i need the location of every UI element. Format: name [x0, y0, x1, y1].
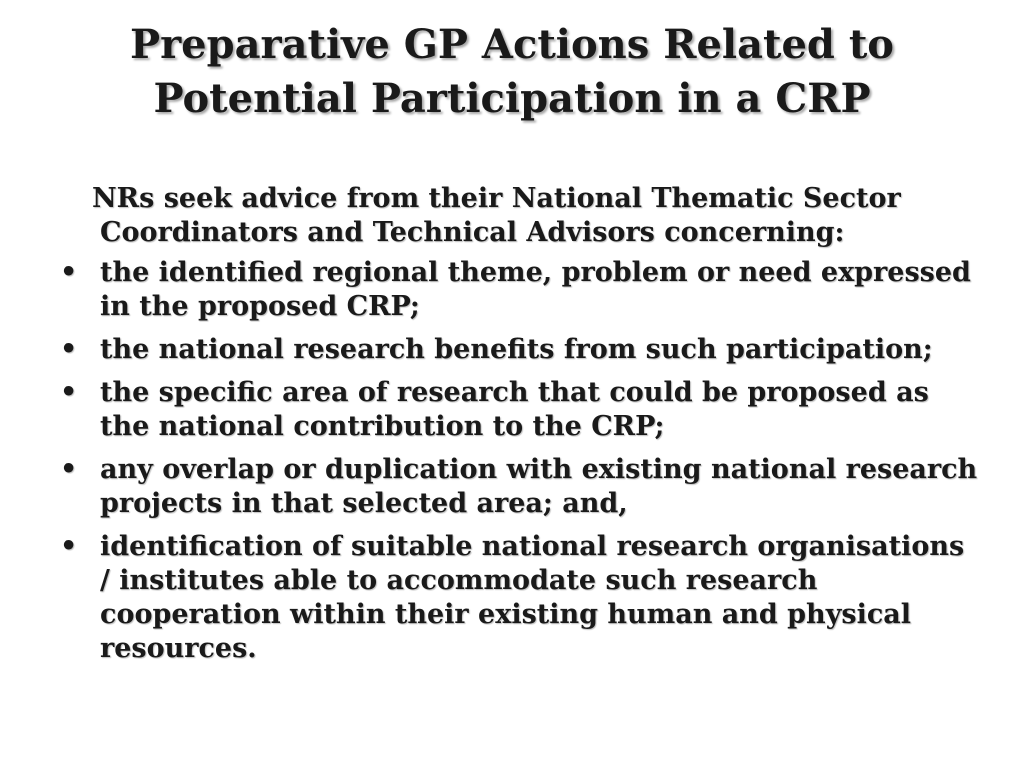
- bullet-icon: •: [60, 531, 78, 562]
- list-item: [58, 453, 978, 521]
- slide-title-line-1: Preparative GP Actions Related to: [130, 21, 894, 68]
- intro-text: NRs seek advice from their National Thematic Sector Coordinators and Technical Advisors concerning:: [92, 183, 901, 248]
- bullet-text: identification of suitable national research organisations / institutes able to accommodate such research cooperation within their existing human and physical resources.: [100, 531, 965, 664]
- slide-title-line-2: Potential Participation in a CRP: [153, 75, 871, 122]
- list-item: [58, 256, 978, 324]
- bullet-text: any overlap or duplication with existing national research projects in that selected area; and,: [100, 454, 978, 519]
- slide-body: [58, 182, 978, 675]
- list-item: [58, 530, 978, 666]
- bullet-text: the specific area of research that could be proposed as the national contribution to the CRP;: [100, 377, 929, 442]
- list-item: [58, 376, 978, 444]
- list-item: [58, 333, 978, 367]
- intro-paragraph: [58, 182, 978, 250]
- slide-title: [60, 18, 964, 126]
- bullet-text: the identified regional theme, problem or need expressed in the proposed CRP;: [100, 257, 971, 322]
- bullet-list: [58, 256, 978, 666]
- bullet-icon: •: [60, 454, 78, 485]
- bullet-icon: •: [60, 334, 78, 365]
- bullet-icon: •: [60, 377, 78, 408]
- bullet-icon: •: [60, 257, 78, 288]
- bullet-text: the national research benefits from such participation;: [100, 334, 933, 365]
